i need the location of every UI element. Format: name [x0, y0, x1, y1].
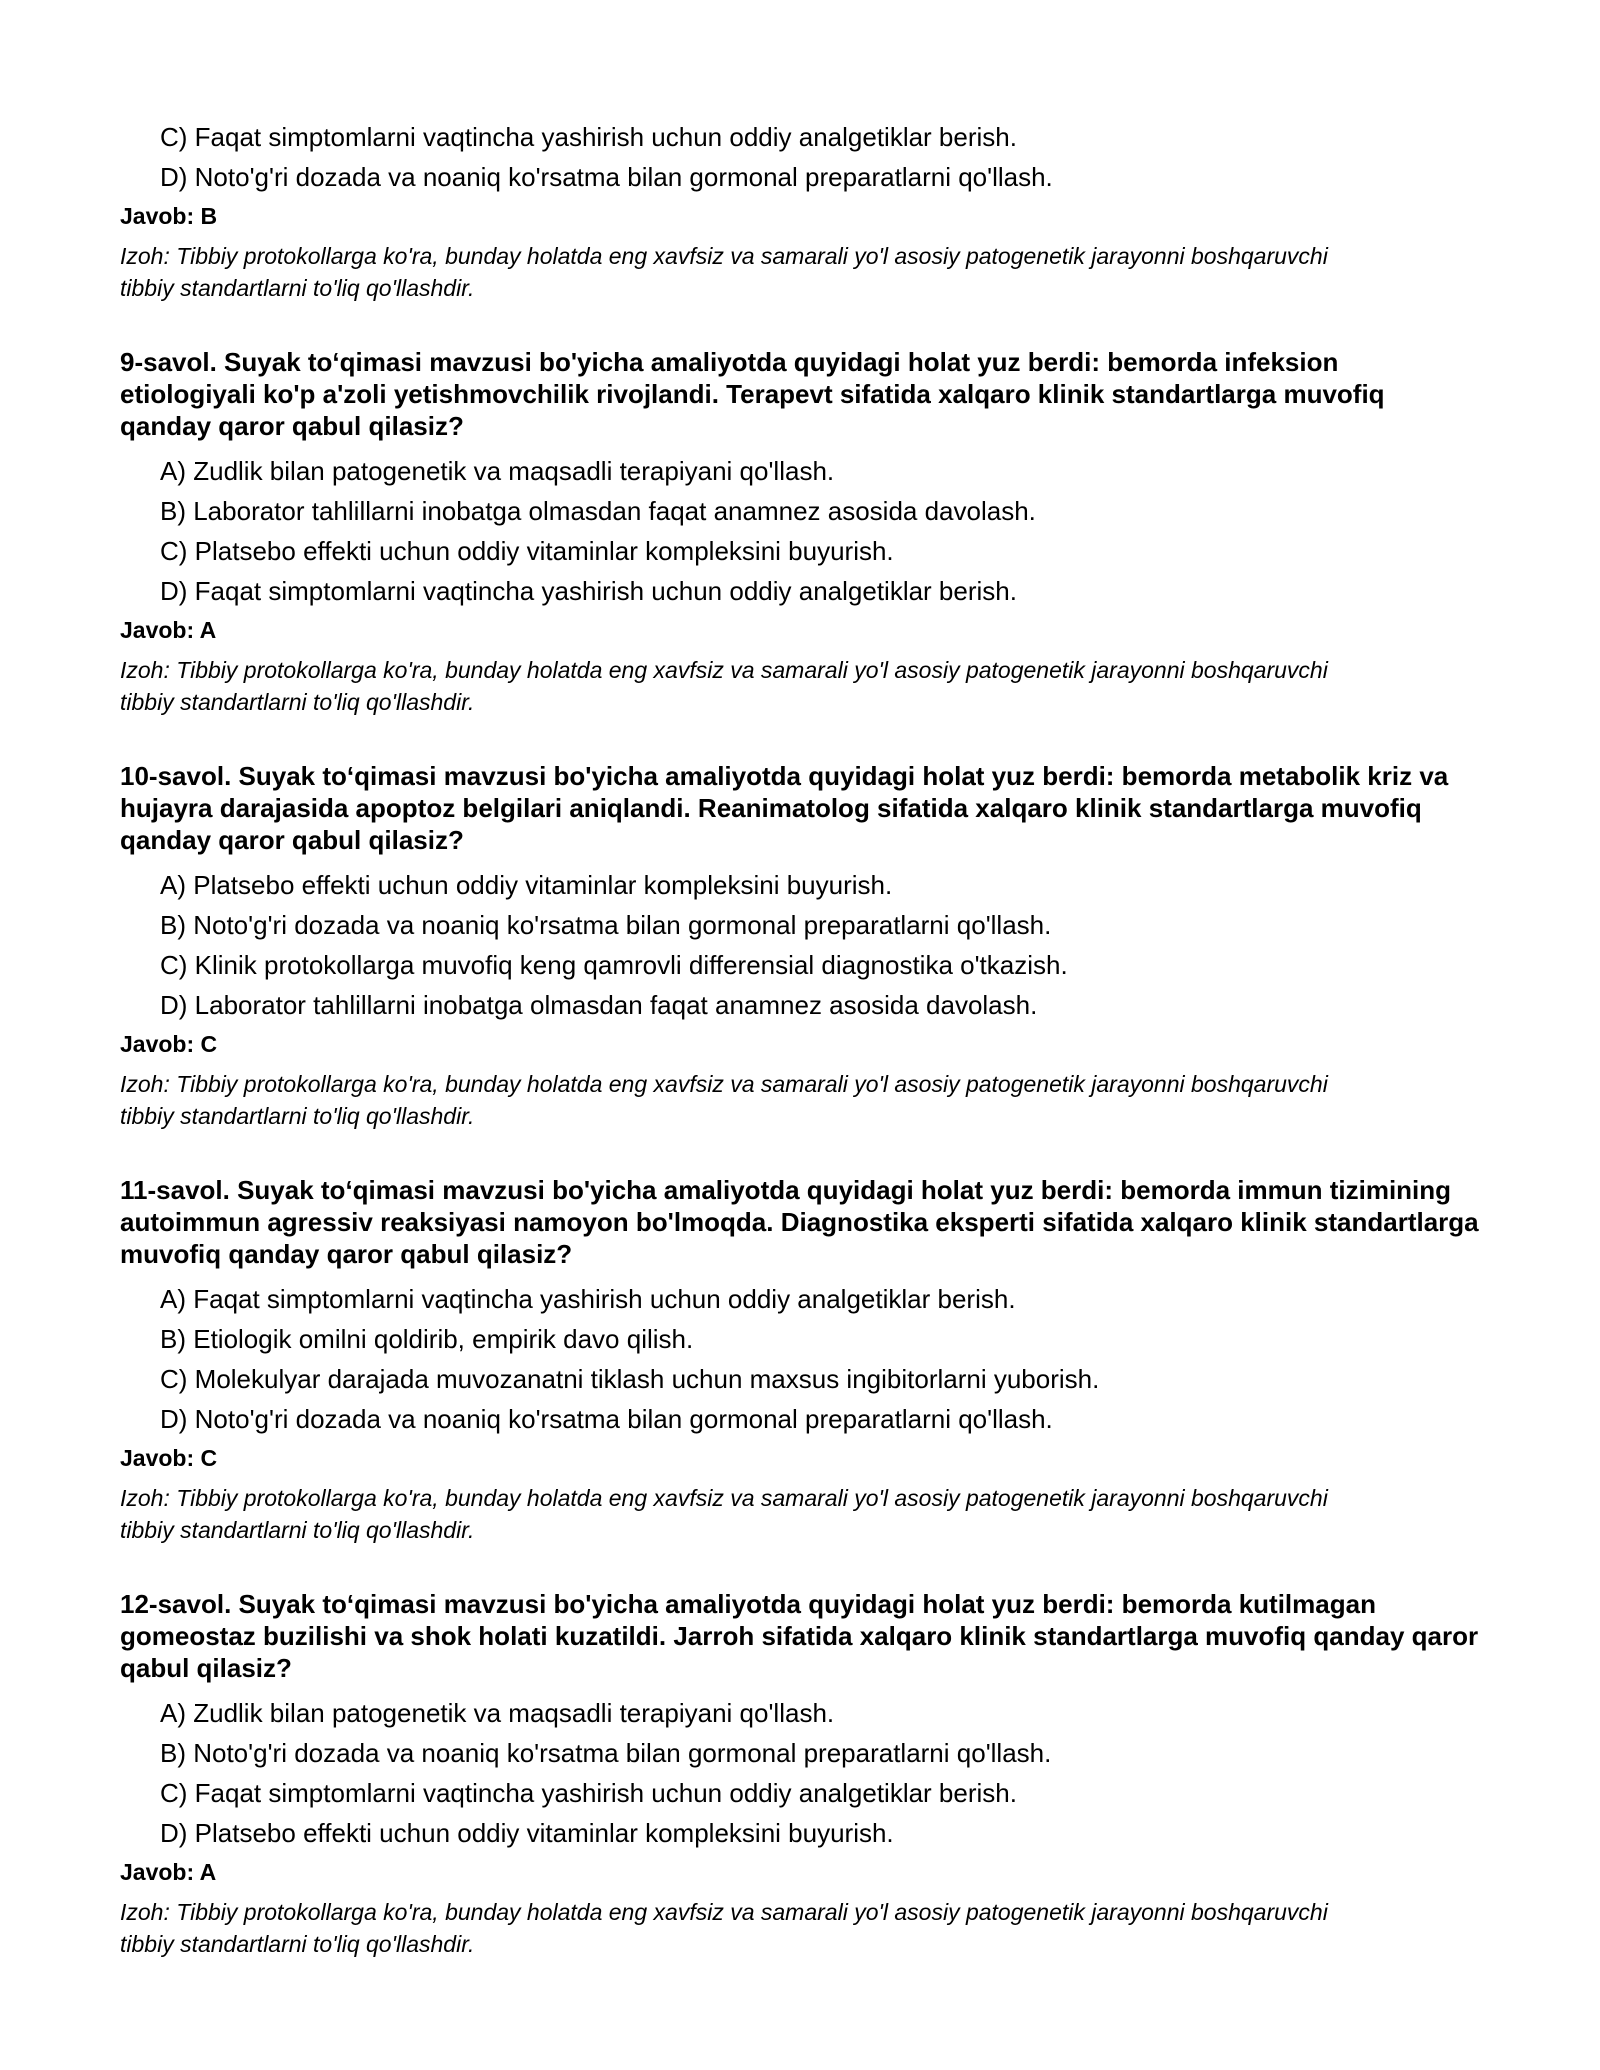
- question-11: [120, 1174, 1480, 1546]
- option-a: A) Platsebo effekti uchun oddiy vitaminlar kompleksini buyurish.: [160, 870, 893, 900]
- explanation-note: Izoh: Tibbiy protokollarga ko'ra, bunday holatda eng xavfsiz va samarali yo'l asosiy patogenetik jarayonni boshqaruvchi tibbiy standartlarni to'liq qo'llashdir.: [120, 1071, 1328, 1129]
- explanation-note: Izoh: Tibbiy protokollarga ko'ra, bunday holatda eng xavfsiz va samarali yo'l asosiy patogenetik jarayonni boshqaruvchi tibbiy standartlarni to'liq qo'llashdir.: [120, 1899, 1328, 1957]
- option-d: D) Noto'g'ri dozada va noaniq ko'rsatma bilan gormonal preparatlarni qo'llash.: [160, 162, 1053, 192]
- answer-label: Javob: C: [120, 1031, 218, 1057]
- option-b: B) Noto'g'ri dozada va noaniq ko'rsatma bilan gormonal preparatlarni qo'llash.: [160, 1738, 1052, 1768]
- question-title: 10-savol. Suyak to‘qimasi mavzusi bo'yicha amaliyotda quyidagi holat yuz berdi: bemorda metabolik kriz va hujayra darajasida apoptoz belgilari aniqlandi. Reanimatolog sifatida xalqaro klinik standartlarga muvofiq qanday qaror qabul qilasiz?: [120, 761, 1449, 855]
- option-list: [160, 456, 1480, 606]
- option-c: C) Faqat simptomlarni vaqtincha yashirish uchun oddiy analgetiklar berish.: [160, 1778, 1017, 1808]
- document-page: [120, 122, 1480, 1960]
- option-c: C) Platsebo effekti uchun oddiy vitaminlar kompleksini buyurish.: [160, 536, 894, 566]
- question-9: [120, 346, 1480, 718]
- question-8-continuation: [120, 122, 1480, 304]
- answer-label: Javob: B: [120, 203, 218, 229]
- option-c: C) Faqat simptomlarni vaqtincha yashirish uchun oddiy analgetiklar berish.: [160, 122, 1017, 152]
- option-a: A) Zudlik bilan patogenetik va maqsadli terapiyani qo'llash.: [160, 456, 835, 486]
- question-title: 12-savol. Suyak to‘qimasi mavzusi bo'yicha amaliyotda quyidagi holat yuz berdi: bemorda kutilmagan gomeostaz buzilishi va shok holati kuzatildi. Jarroh sifatida xalqaro klinik standartlarga muvofiq qanday qaror qabul qilasiz?: [120, 1589, 1479, 1683]
- answer-label: Javob: A: [120, 1859, 217, 1885]
- explanation-note: Izoh: Tibbiy protokollarga ko'ra, bunday holatda eng xavfsiz va samarali yo'l asosiy patogenetik jarayonni boshqaruvchi tibbiy standartlarni to'liq qo'llashdir.: [120, 243, 1328, 301]
- answer-label: Javob: A: [120, 617, 217, 643]
- question-12: [120, 1588, 1480, 1960]
- question-10: [120, 760, 1480, 1132]
- option-d: D) Faqat simptomlarni vaqtincha yashirish uchun oddiy analgetiklar berish.: [160, 576, 1017, 606]
- option-d: D) Laborator tahlillarni inobatga olmasdan faqat anamnez asosida davolash.: [160, 990, 1038, 1020]
- explanation-note: Izoh: Tibbiy protokollarga ko'ra, bunday holatda eng xavfsiz va samarali yo'l asosiy patogenetik jarayonni boshqaruvchi tibbiy standartlarni to'liq qo'llashdir.: [120, 657, 1328, 715]
- question-title: 11-savol. Suyak to‘qimasi mavzusi bo'yicha amaliyotda quyidagi holat yuz berdi: bemorda immun tizimining autoimmun agressiv reaksiyasi namoyon bo'lmoqda. Diagnostika eksperti sifatida xalqaro klinik standartlarga muvofiq qanday qaror qabul qilasiz?: [120, 1175, 1479, 1269]
- option-b: B) Etiologik omilni qoldirib, empirik davo qilish.: [160, 1324, 694, 1354]
- option-list: [160, 870, 1480, 1020]
- option-list: [160, 1284, 1480, 1434]
- option-b: B) Laborator tahlillarni inobatga olmasdan faqat anamnez asosida davolash.: [160, 496, 1036, 526]
- option-list: [160, 122, 1480, 192]
- question-title: 9-savol. Suyak to‘qimasi mavzusi bo'yicha amaliyotda quyidagi holat yuz berdi: bemorda infeksion etiologiyali ko'p a'zoli yetishmovchilik rivojlandi. Terapevt sifatida xalqaro klinik standartlarga muvofiq qanday qaror qabul qilasiz?: [120, 347, 1385, 441]
- option-d: D) Platsebo effekti uchun oddiy vitaminlar kompleksini buyurish.: [160, 1818, 894, 1848]
- option-list: [160, 1698, 1480, 1848]
- option-c: C) Klinik protokollarga muvofiq keng qamrovli differensial diagnostika o'tkazish.: [160, 950, 1068, 980]
- option-b: B) Noto'g'ri dozada va noaniq ko'rsatma bilan gormonal preparatlarni qo'llash.: [160, 910, 1052, 940]
- answer-label: Javob: C: [120, 1445, 218, 1471]
- explanation-note: Izoh: Tibbiy protokollarga ko'ra, bunday holatda eng xavfsiz va samarali yo'l asosiy patogenetik jarayonni boshqaruvchi tibbiy standartlarni to'liq qo'llashdir.: [120, 1485, 1328, 1543]
- option-a: A) Faqat simptomlarni vaqtincha yashirish uchun oddiy analgetiklar berish.: [160, 1284, 1016, 1314]
- option-d: D) Noto'g'ri dozada va noaniq ko'rsatma bilan gormonal preparatlarni qo'llash.: [160, 1404, 1053, 1434]
- option-c: C) Molekulyar darajada muvozanatni tiklash uchun maxsus ingibitorlarni yuborish.: [160, 1364, 1100, 1394]
- option-a: A) Zudlik bilan patogenetik va maqsadli terapiyani qo'llash.: [160, 1698, 835, 1728]
